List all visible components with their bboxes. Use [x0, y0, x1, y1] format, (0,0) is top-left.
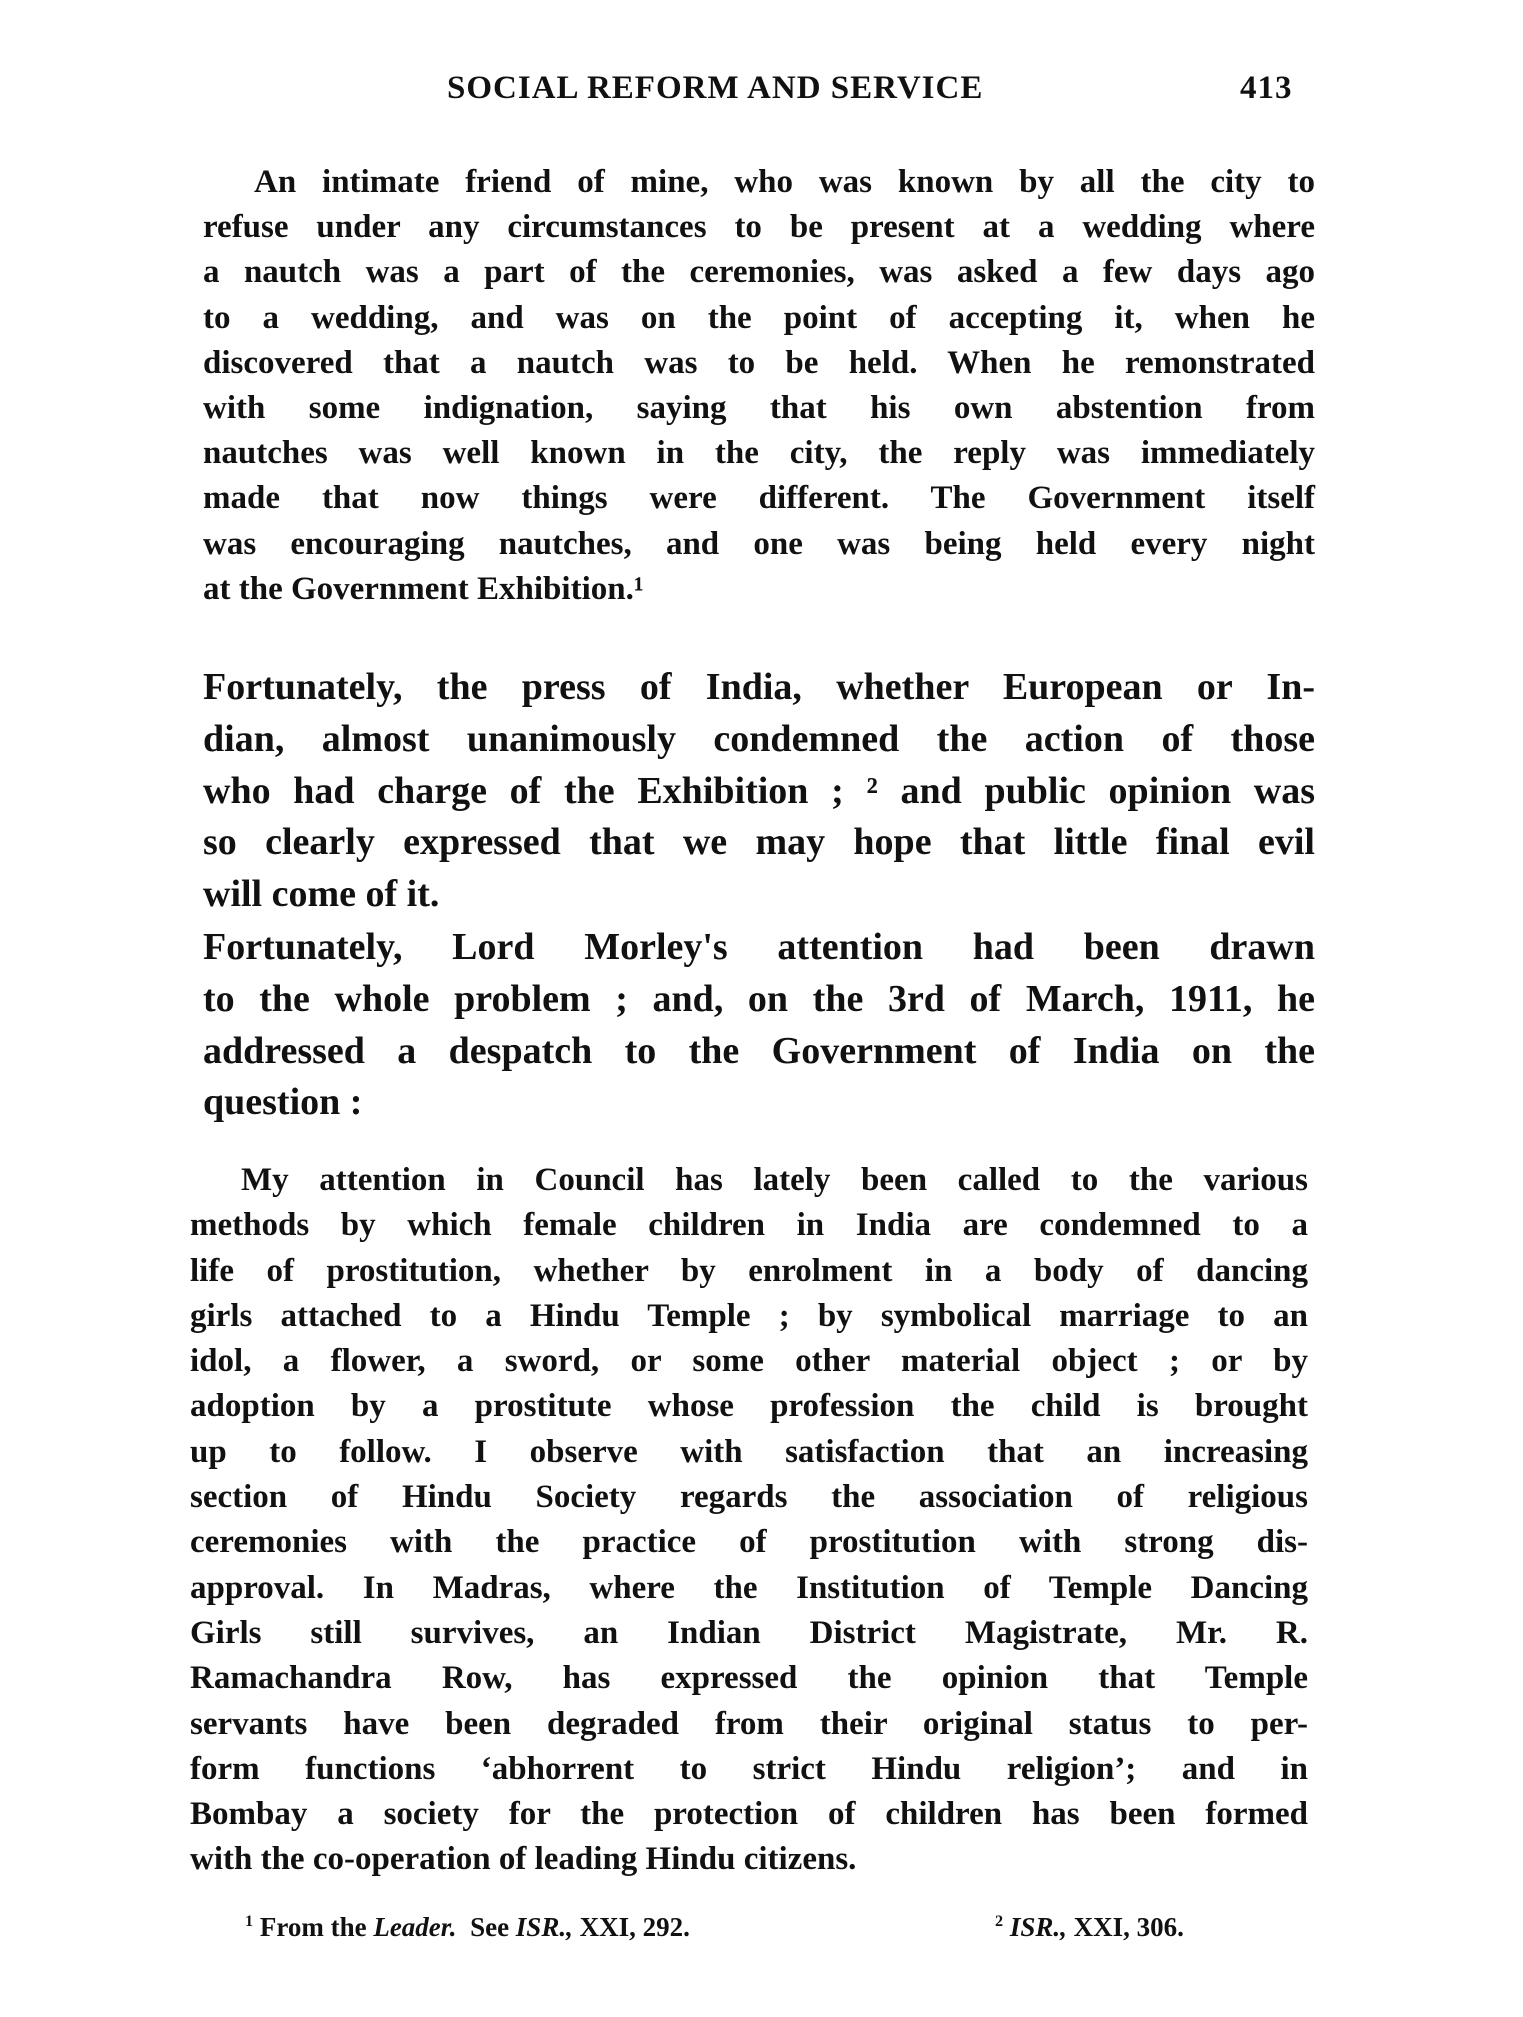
text-line: idol, a flower, a sword, or some other material object ; or by [190, 1343, 1308, 1380]
text-line: with some indignation, saying that his own abstention from [203, 390, 1315, 427]
paragraph-3 [203, 922, 1315, 1129]
text-line: with the co-operation of leading Hindu citizens. [190, 1841, 857, 1878]
text-line: dian, almost unanimously condemned the action of those [203, 717, 1315, 760]
text-line: to a wedding, and was on the point of accepting it, when he [203, 299, 1315, 336]
text-line: life of prostitution, whether by enrolment in a body of dancing [190, 1252, 1308, 1289]
footnote-mark: 2 [995, 1912, 1004, 1930]
text-line: section of Hindu Society regards the association of religious [190, 1479, 1308, 1516]
text-line: refuse under any circumstances to be present at a wedding where [203, 209, 1315, 246]
text-line: An intimate friend of mine, who was known by all the city to [254, 164, 1315, 200]
text-line: will come of it. [203, 873, 440, 916]
text-line: was encouraging nautches, and one was being held every night [203, 525, 1315, 562]
paragraph-1 [203, 160, 1315, 612]
text-line: so clearly expressed that we may hope that little final evil [203, 821, 1315, 864]
text-line: servants have been degraded from their original status to per- [190, 1705, 1308, 1742]
text-line: approval. In Madras, where the Institution of Temple Dancing [190, 1569, 1308, 1606]
text-line: at the Government Exhibition.¹ [203, 570, 644, 607]
text-line: who had charge of the Exhibition ; ² and public opinion was [203, 769, 1315, 812]
footnote-text: XXI, 306. [1066, 1912, 1184, 1942]
footnote-text: See [456, 1912, 516, 1942]
footnote-1 [245, 1912, 690, 1943]
footnote-source: ISR., [515, 1912, 573, 1942]
text-line: girls attached to a Hindu Temple ; by symbolical marriage to an [190, 1297, 1308, 1334]
text-line: discovered that a nautch was to be held. When he remonstrated [203, 344, 1315, 381]
text-line: Fortunately, Lord Morley's attention had been drawn [203, 926, 1315, 968]
footnote-source: Leader. [373, 1912, 457, 1942]
text-line: form functions ‘abhorrent to strict Hindu religion’; and in [190, 1750, 1308, 1787]
text-line: addressed a despatch to the Government of India on the [203, 1029, 1315, 1072]
text-line: Bombay a society for the protection of children has been formed [190, 1796, 1308, 1833]
page-number: 413 [1240, 70, 1293, 106]
running-title: SOCIAL REFORM AND SERVICE [447, 70, 984, 106]
text-line: question : [203, 1081, 363, 1124]
footnote-source: ISR., [1009, 1912, 1067, 1942]
text-line: made that now things were different. The Government itself [203, 480, 1315, 517]
paragraph-2 [203, 662, 1315, 921]
text-line: to the whole problem ; and, on the 3rd of March, 1911, he [203, 977, 1315, 1020]
text-line: adoption by a prostitute whose profession the child is brought [190, 1388, 1308, 1425]
text-line: Fortunately, the press of India, whether European or In- [203, 666, 1315, 708]
footnote-mark: 1 [245, 1912, 254, 1930]
text-line: up to follow. I observe with satisfaction that an increasing [190, 1433, 1308, 1470]
text-line: nautches was well known in the city, the reply was immediately [203, 435, 1315, 472]
text-line: Girls still survives, an Indian District Magistrate, Mr. R. [190, 1614, 1308, 1651]
footnote-2 [995, 1912, 1184, 1943]
block-quote [190, 1158, 1308, 1883]
text-line: Ramachandra Row, has expressed the opinion that Temple [190, 1660, 1308, 1697]
text-line: My attention in Council has lately been called to the various [241, 1162, 1308, 1198]
footnote-text: From the [259, 1912, 374, 1942]
footnote-text: XXI, 292. [572, 1912, 690, 1942]
text-line: ceremonies with the practice of prostitution with strong dis- [190, 1524, 1308, 1561]
text-line: methods by which female children in India are condemned to a [190, 1207, 1308, 1244]
text-line: a nautch was a part of the ceremonies, was asked a few days ago [203, 254, 1315, 291]
